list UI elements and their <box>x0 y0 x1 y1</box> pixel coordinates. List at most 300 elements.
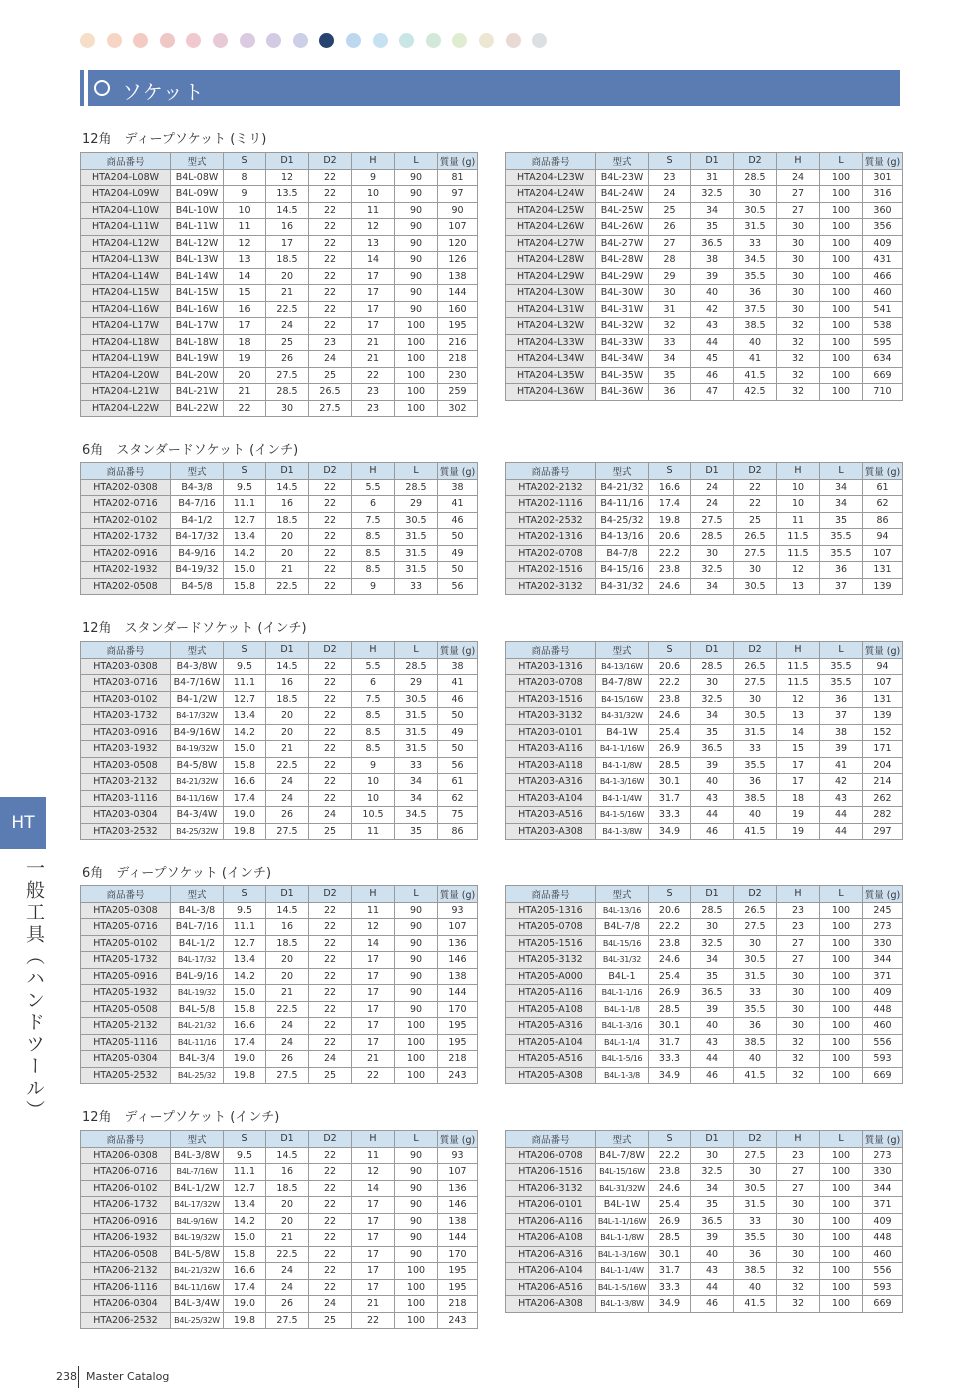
spec-cell: 44 <box>691 1051 734 1068</box>
spec-cell: 273 <box>863 919 903 936</box>
spec-cell: 460 <box>863 285 903 302</box>
page-number: 238 <box>56 1370 77 1383</box>
spec-table <box>80 641 478 840</box>
spec-cell: 43 <box>820 790 863 807</box>
spec-cell: 90 <box>395 285 438 302</box>
spec-cell: 24.6 <box>649 708 691 725</box>
spec-cell: 19 <box>777 807 820 824</box>
part-number-cell: HTA206-3132 <box>506 1180 596 1197</box>
model-cell: B4L-5/8W <box>171 1246 224 1263</box>
table-row <box>81 724 478 741</box>
spec-cell: 22 <box>309 1279 352 1296</box>
spec-cell: 100 <box>820 351 863 368</box>
spec-table <box>80 1130 478 1329</box>
color-dot <box>186 33 201 48</box>
table-row <box>506 774 903 791</box>
table-row <box>81 512 478 529</box>
table-row <box>81 708 478 725</box>
column-header: S <box>649 1131 691 1148</box>
column-header: H <box>352 153 395 170</box>
spec-cell: 22 <box>309 1246 352 1263</box>
column-header: 商品番号 <box>506 1131 596 1148</box>
part-number-cell: HTA205-2132 <box>81 1018 171 1035</box>
spec-cell: 25 <box>266 334 309 351</box>
spec-cell: 15.8 <box>224 1246 266 1263</box>
table-row <box>81 741 478 758</box>
spec-cell: 30.5 <box>734 202 777 219</box>
spec-cell: 8.5 <box>352 545 395 562</box>
spec-cell: 40 <box>691 1246 734 1263</box>
table-row <box>81 1034 478 1051</box>
table-row <box>81 1230 478 1247</box>
part-number-cell: HTA205-A108 <box>506 1001 596 1018</box>
spec-cell: 17 <box>352 268 395 285</box>
spec-table <box>80 462 478 595</box>
model-cell: B4L-22W <box>171 400 224 417</box>
spec-cell: 30.5 <box>395 691 438 708</box>
spec-cell: 9 <box>352 169 395 186</box>
spec-cell: 22 <box>309 708 352 725</box>
spec-cell: 356 <box>863 219 903 236</box>
spec-cell: 25 <box>734 512 777 529</box>
spec-cell: 282 <box>863 807 903 824</box>
spec-cell: 22 <box>309 1230 352 1247</box>
table-row <box>81 301 478 318</box>
spec-cell: 20 <box>266 268 309 285</box>
spec-cell: 160 <box>438 301 478 318</box>
spec-cell: 43 <box>691 1034 734 1051</box>
spec-cell: 17 <box>352 1246 395 1263</box>
spec-cell: 27 <box>777 202 820 219</box>
spec-cell: 100 <box>820 1180 863 1197</box>
spec-cell: 36.5 <box>691 741 734 758</box>
column-header: D2 <box>734 886 777 903</box>
model-cell: B4L-1W <box>596 1197 649 1214</box>
spec-cell: 120 <box>438 235 478 252</box>
spec-cell: 17 <box>352 1001 395 1018</box>
spec-cell: 100 <box>395 1279 438 1296</box>
spec-cell: 11 <box>352 823 395 840</box>
spec-cell: 18 <box>777 790 820 807</box>
spec-cell: 28 <box>649 252 691 269</box>
spec-cell: 21 <box>266 562 309 579</box>
spec-cell: 139 <box>863 578 903 595</box>
spec-cell: 100 <box>395 367 438 384</box>
spec-cell: 37.5 <box>734 301 777 318</box>
spec-cell: 32.5 <box>691 562 734 579</box>
spec-cell: 27.5 <box>734 919 777 936</box>
table-row <box>81 952 478 969</box>
table-row <box>506 708 903 725</box>
spec-cell: 23 <box>309 334 352 351</box>
part-number-cell: HTA205-1516 <box>506 935 596 952</box>
spec-cell: 29 <box>395 675 438 692</box>
spec-cell: 126 <box>438 252 478 269</box>
spec-cell: 34 <box>395 790 438 807</box>
column-header: H <box>777 1131 820 1148</box>
model-cell: B4L-3/8W <box>171 1147 224 1164</box>
spec-cell: 35.5 <box>820 675 863 692</box>
spec-cell: 301 <box>863 169 903 186</box>
spec-cell: 12.7 <box>224 935 266 952</box>
table-row <box>506 202 903 219</box>
spec-cell: 21 <box>266 741 309 758</box>
part-number-cell: HTA204-L12W <box>81 235 171 252</box>
spec-cell: 20 <box>266 968 309 985</box>
part-number-cell: HTA203-2132 <box>81 774 171 791</box>
spec-cell: 12.7 <box>224 691 266 708</box>
spec-cell: 49 <box>438 545 478 562</box>
spec-cell: 218 <box>438 1296 478 1313</box>
spec-cell: 34 <box>820 496 863 513</box>
spec-cell: 28.5 <box>395 479 438 496</box>
spec-cell: 9 <box>352 757 395 774</box>
spec-cell: 46 <box>438 691 478 708</box>
spec-cell: 100 <box>820 1213 863 1230</box>
model-cell: B4-11/16 <box>596 496 649 513</box>
part-number-cell: HTA205-A000 <box>506 968 596 985</box>
table-row <box>81 252 478 269</box>
spec-cell: 316 <box>863 186 903 203</box>
part-number-cell: HTA202-0716 <box>81 496 171 513</box>
spec-cell: 20.6 <box>649 658 691 675</box>
spec-cell: 16 <box>224 301 266 318</box>
model-cell: B4L-13/16 <box>596 902 649 919</box>
spec-cell: 31 <box>691 169 734 186</box>
spec-cell: 44 <box>820 807 863 824</box>
spec-cell: 27 <box>649 235 691 252</box>
column-header: H <box>777 886 820 903</box>
model-cell: B4-11/16W <box>171 790 224 807</box>
spec-cell: 595 <box>863 334 903 351</box>
column-header: H <box>352 642 395 659</box>
part-number-cell: HTA205-1116 <box>81 1034 171 1051</box>
part-number-cell: HTA203-3132 <box>506 708 596 725</box>
spec-cell: 195 <box>438 1018 478 1035</box>
spec-cell: 61 <box>863 479 903 496</box>
spec-cell: 36 <box>734 774 777 791</box>
table-row <box>81 1164 478 1181</box>
spec-cell: 100 <box>395 1312 438 1329</box>
spec-cell: 35.5 <box>734 268 777 285</box>
spec-cell: 27.5 <box>734 1147 777 1164</box>
model-cell: B4L-1-3/8 <box>596 1067 649 1084</box>
spec-cell: 26 <box>266 807 309 824</box>
model-cell: B4L-21/32 <box>171 1018 224 1035</box>
model-cell: B4-13/16W <box>596 658 649 675</box>
spec-cell: 25.4 <box>649 968 691 985</box>
model-cell: B4L-1-3/16 <box>596 1018 649 1035</box>
category-tab: HT <box>0 797 46 849</box>
spec-cell: 330 <box>863 1164 903 1181</box>
spec-cell: 90 <box>395 1164 438 1181</box>
spec-cell: 100 <box>820 301 863 318</box>
model-cell: B4L-12W <box>171 235 224 252</box>
spec-cell: 100 <box>820 1001 863 1018</box>
spec-cell: 90 <box>395 985 438 1002</box>
spec-cell: 100 <box>820 186 863 203</box>
table-row <box>81 1279 478 1296</box>
spec-cell: 44 <box>691 1279 734 1296</box>
spec-cell: 100 <box>820 1279 863 1296</box>
column-header: 質量 (g) <box>438 1131 478 1148</box>
spec-cell: 56 <box>438 578 478 595</box>
spec-cell: 16 <box>266 919 309 936</box>
spec-cell: 20 <box>224 367 266 384</box>
spec-cell: 22 <box>309 691 352 708</box>
spec-cell: 15.0 <box>224 985 266 1002</box>
spec-cell: 24 <box>266 318 309 335</box>
spec-cell: 273 <box>863 1147 903 1164</box>
spec-cell: 30 <box>691 919 734 936</box>
spec-cell: 30 <box>777 268 820 285</box>
table-row <box>81 529 478 546</box>
spec-cell: 21 <box>352 1296 395 1313</box>
part-number-cell: HTA202-0508 <box>81 578 171 595</box>
spec-cell: 22.5 <box>266 301 309 318</box>
spec-cell: 35 <box>395 823 438 840</box>
model-cell: B4L-20W <box>171 367 224 384</box>
model-cell: B4-7/16W <box>171 675 224 692</box>
table-row <box>81 1051 478 1068</box>
spec-cell: 15.8 <box>224 757 266 774</box>
spec-cell: 43 <box>691 318 734 335</box>
spec-table <box>80 885 478 1084</box>
color-dot <box>506 33 521 48</box>
spec-cell: 35.5 <box>820 658 863 675</box>
spec-cell: 146 <box>438 952 478 969</box>
model-cell: B4L-7/16 <box>171 919 224 936</box>
spec-cell: 12.7 <box>224 512 266 529</box>
model-cell: B4L-1-1/4 <box>596 1034 649 1051</box>
spec-cell: 32.5 <box>691 935 734 952</box>
model-cell: B4-19/32 <box>171 562 224 579</box>
spec-cell: 30 <box>777 968 820 985</box>
spec-cell: 107 <box>438 919 478 936</box>
spec-cell: 32 <box>777 367 820 384</box>
spec-cell: 35 <box>820 512 863 529</box>
column-header: H <box>352 886 395 903</box>
table-row <box>506 807 903 824</box>
spec-cell: 41 <box>820 757 863 774</box>
spec-cell: 100 <box>820 268 863 285</box>
spec-cell: 22.5 <box>266 1246 309 1263</box>
column-header: L <box>820 153 863 170</box>
column-header: D1 <box>691 886 734 903</box>
table-row <box>506 1001 903 1018</box>
spec-cell: 11.1 <box>224 496 266 513</box>
spec-cell: 538 <box>863 318 903 335</box>
color-dot <box>319 33 334 48</box>
spec-cell: 22 <box>309 1001 352 1018</box>
part-number-cell: HTA203-A104 <box>506 790 596 807</box>
spec-cell: 330 <box>863 935 903 952</box>
model-cell: B4-21/32 <box>596 479 649 496</box>
spec-cell: 448 <box>863 1001 903 1018</box>
spec-cell: 204 <box>863 757 903 774</box>
table-row <box>81 1263 478 1280</box>
spec-cell: 30 <box>777 1018 820 1035</box>
spec-cell: 22 <box>309 169 352 186</box>
table-header-row <box>81 153 478 170</box>
spec-cell: 20 <box>266 1197 309 1214</box>
color-dot <box>240 33 255 48</box>
spec-cell: 28.5 <box>649 1230 691 1247</box>
spec-cell: 30 <box>777 235 820 252</box>
part-number-cell: HTA203-1516 <box>506 691 596 708</box>
column-header: S <box>224 1131 266 1148</box>
spec-cell: 593 <box>863 1279 903 1296</box>
model-cell: B4L-1-1/16W <box>596 1213 649 1230</box>
spec-cell: 90 <box>395 968 438 985</box>
spec-cell: 22 <box>309 952 352 969</box>
spec-cell: 100 <box>395 1263 438 1280</box>
spec-cell: 30 <box>777 252 820 269</box>
table-row <box>506 351 903 368</box>
part-number-cell: HTA206-A116 <box>506 1213 596 1230</box>
model-cell: B4-17/32 <box>171 529 224 546</box>
spec-cell: 15.0 <box>224 562 266 579</box>
spec-cell: 5.5 <box>352 479 395 496</box>
table-row <box>506 367 903 384</box>
spec-cell: 100 <box>820 1263 863 1280</box>
spec-cell: 30.5 <box>734 708 777 725</box>
spec-cell: 15.8 <box>224 1001 266 1018</box>
spec-cell: 100 <box>820 1296 863 1313</box>
table-row <box>81 757 478 774</box>
column-header: L <box>395 1131 438 1148</box>
spec-cell: 43 <box>691 1263 734 1280</box>
spec-cell: 27.5 <box>266 1312 309 1329</box>
table-row <box>81 202 478 219</box>
model-cell: B4L-10W <box>171 202 224 219</box>
spec-cell: 100 <box>395 1067 438 1084</box>
part-number-cell: HTA205-0304 <box>81 1051 171 1068</box>
model-cell: B4-17/32W <box>171 708 224 725</box>
table-row <box>506 268 903 285</box>
model-cell: B4L-1-1/4W <box>596 1263 649 1280</box>
spec-cell: 22 <box>309 529 352 546</box>
color-dot <box>266 33 281 48</box>
spec-cell: 100 <box>820 1246 863 1263</box>
part-number-cell: HTA204-L26W <box>506 219 596 236</box>
table-row <box>506 985 903 1002</box>
spec-cell: 32.5 <box>691 691 734 708</box>
spec-cell: 23 <box>352 384 395 401</box>
column-header: L <box>820 463 863 480</box>
spec-cell: 41 <box>438 675 478 692</box>
table-row <box>506 741 903 758</box>
spec-cell: 22 <box>309 1180 352 1197</box>
spec-cell: 17 <box>777 757 820 774</box>
spec-cell: 28.5 <box>691 529 734 546</box>
spec-cell: 14 <box>352 1180 395 1197</box>
section-title-12pt-standard-inch: 12角 スタンダードソケット (インチ) <box>82 621 307 636</box>
spec-cell: 17.4 <box>649 496 691 513</box>
spec-cell: 30.5 <box>734 1180 777 1197</box>
model-cell: B4-31/32 <box>596 578 649 595</box>
column-header: D1 <box>266 1131 309 1148</box>
spec-cell: 34 <box>395 774 438 791</box>
spec-cell: 31.7 <box>649 790 691 807</box>
spec-cell: 25.4 <box>649 1197 691 1214</box>
spec-cell: 90 <box>395 219 438 236</box>
table-row <box>81 400 478 417</box>
spec-cell: 24 <box>691 479 734 496</box>
spec-cell: 460 <box>863 1246 903 1263</box>
spec-cell: 16.6 <box>224 1263 266 1280</box>
spec-cell: 90 <box>395 235 438 252</box>
spec-cell: 138 <box>438 268 478 285</box>
model-cell: B4L-7/8W <box>596 1147 649 1164</box>
model-cell: B4L-15W <box>171 285 224 302</box>
spec-cell: 15.8 <box>224 578 266 595</box>
spec-cell: 26.5 <box>734 902 777 919</box>
column-header: 商品番号 <box>81 642 171 659</box>
spec-cell: 100 <box>820 968 863 985</box>
spec-cell: 24 <box>649 186 691 203</box>
model-cell: B4-1/2 <box>171 512 224 529</box>
spec-cell: 93 <box>438 1147 478 1164</box>
spec-cell: 14 <box>352 935 395 952</box>
spec-cell: 42 <box>691 301 734 318</box>
spec-cell: 22 <box>309 1263 352 1280</box>
spec-cell: 33 <box>734 985 777 1002</box>
part-number-cell: HTA203-A516 <box>506 807 596 824</box>
spec-cell: 25 <box>309 1312 352 1329</box>
spec-cell: 33.3 <box>649 1051 691 1068</box>
part-number-cell: HTA204-L17W <box>81 318 171 335</box>
part-number-cell: HTA204-L24W <box>506 186 596 203</box>
spec-cell: 243 <box>438 1067 478 1084</box>
spec-cell: 8.5 <box>352 741 395 758</box>
table-row <box>506 496 903 513</box>
spec-cell: 24.6 <box>649 1180 691 1197</box>
part-number-cell: HTA204-L31W <box>506 301 596 318</box>
spec-cell: 34 <box>691 202 734 219</box>
category-label: 一般工具（ハンドツール） <box>23 858 45 1122</box>
model-cell: B4L-18W <box>171 334 224 351</box>
table-row <box>506 1197 903 1214</box>
spec-cell: 35.5 <box>820 545 863 562</box>
table-header-row <box>506 642 903 659</box>
part-number-cell: HTA202-1732 <box>81 529 171 546</box>
spec-cell: 131 <box>863 691 903 708</box>
column-header: H <box>352 1131 395 1148</box>
table-row <box>506 823 903 840</box>
spec-cell: 30 <box>266 400 309 417</box>
spec-cell: 20.6 <box>649 529 691 546</box>
spec-cell: 30 <box>777 301 820 318</box>
spec-cell: 26.9 <box>649 985 691 1002</box>
part-number-cell: HTA204-L36W <box>506 384 596 401</box>
spec-cell: 16 <box>266 496 309 513</box>
model-cell: B4-13/16 <box>596 529 649 546</box>
spec-cell: 19 <box>777 823 820 840</box>
model-cell: B4-25/32 <box>596 512 649 529</box>
part-number-cell: HTA203-1316 <box>506 658 596 675</box>
section-title-12pt-deep-metric: 12角 ディープソケット (ミリ) <box>82 132 267 147</box>
spec-cell: 39 <box>691 1001 734 1018</box>
spec-cell: 30 <box>777 1246 820 1263</box>
model-cell: B4L-35W <box>596 367 649 384</box>
table-row <box>81 1018 478 1035</box>
part-number-cell: HTA203-0304 <box>81 807 171 824</box>
spec-cell: 22 <box>309 252 352 269</box>
table-header-row <box>506 463 903 480</box>
spec-cell: 13.4 <box>224 952 266 969</box>
spec-cell: 22 <box>309 919 352 936</box>
